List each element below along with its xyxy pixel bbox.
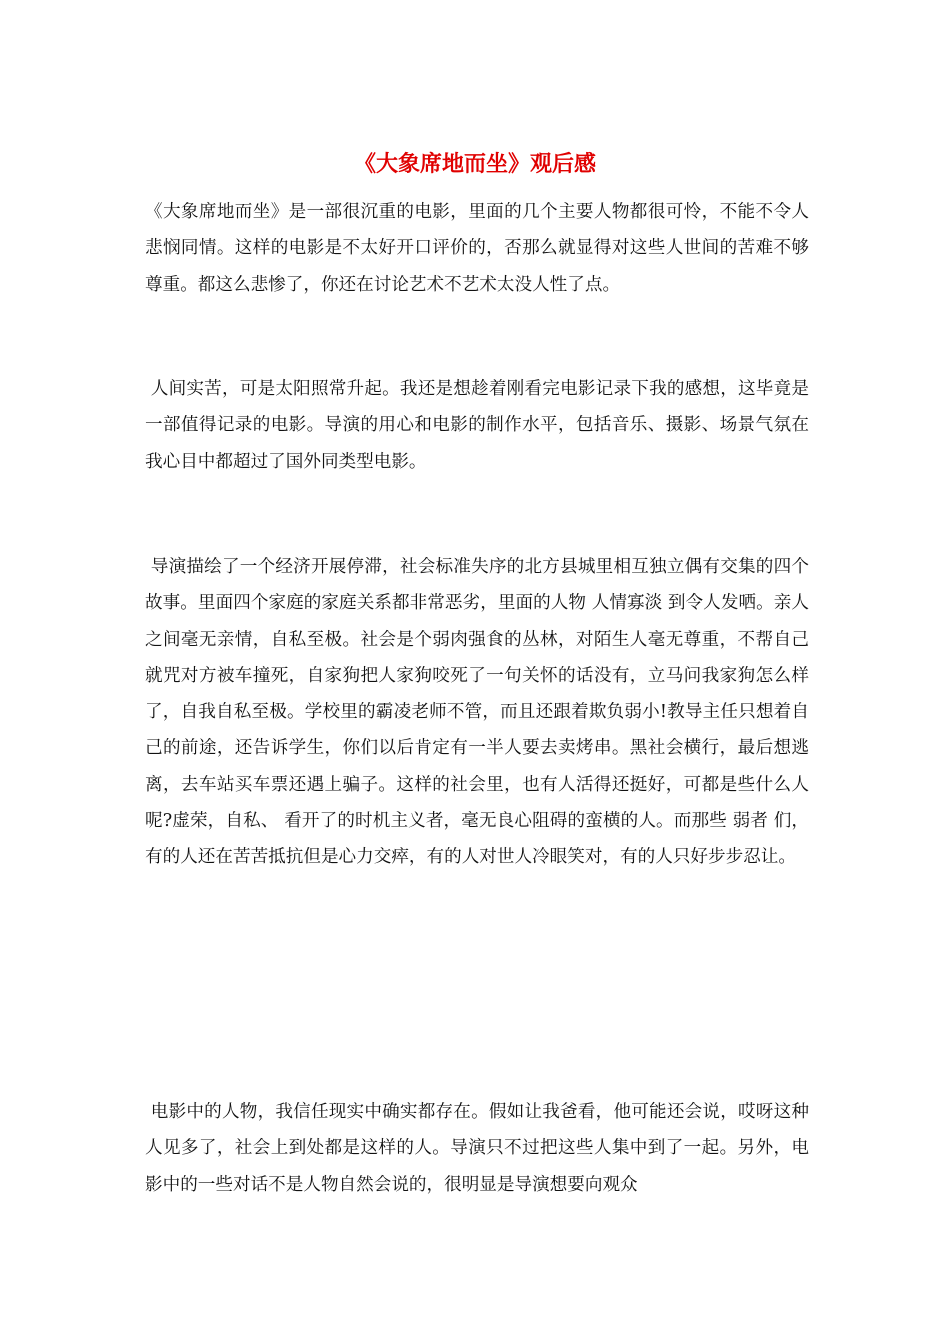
paragraph-4: 电影中的人物，我信任现实中确实都存在。假如让我爸看，他可能还会说，哎呀这种人见多了，社会上到处都是这样的人。导演只不过把这些人集中到了一起。另外，电影中的一些对话不是人物自然会说的，很明显是导演想要向观众: [145, 1102, 809, 1195]
paragraph-2: 人间实苦，可是太阳照常升起。我还是想趁着刚看完电影记录下我的感想，这毕竟是一部值得记录的电影。导演的用心和电影的制作水平，包括音乐、摄影、场景气氛在我心目中都超过了国外同类型电影。: [145, 379, 809, 472]
paragraph-1: 《大象席地而坐》是一部很沉重的电影，里面的几个主要人物都很可怜，不能不令人悲悯同情。这样的电影是不太好开口评价的，否那么就显得对这些人世间的苦难不够尊重。都这么悲惨了，你还在讨论艺术不艺术太没人性了点。: [145, 202, 809, 295]
document-title: 《大象席地而坐》观后感: [353, 152, 596, 177]
paragraph-3: 导演描绘了一个经济开展停滞，社会标准失序的北方县城里相互独立偶有交集的四个故事。里面四个家庭的家庭关系都非常恶劣，里面的人物 人情寡淡 到令人发哂。亲人之间毫无亲情，自私至极。社会是个弱肉强食的丛林，对陌生人毫无尊重，不帮自己就咒对方被车撞死，自家狗把人家狗咬死了一句关怀的话没有，立马问我家狗怎么样了，自我自私至极。学校里的霸凌老师不管，而且还跟着欺负弱小!教导主任只想着自己的前途，还告诉学生，你们以后肯定有一半人要去卖烤串。黑社会横行，最后想逃离，去车站买车票还遇上骗子。这样的社会里，也有人活得还挺好，可都是些什么人呢?虚荣，自私、 看开了的时机主义者，毫无良心阻碍的蛮横的人。而那些 弱者 们，有的人还在苦苦抵抗但是心力交瘁，有的人对世人冷眼笑对，有的人只好步步忍让。: [145, 557, 809, 868]
